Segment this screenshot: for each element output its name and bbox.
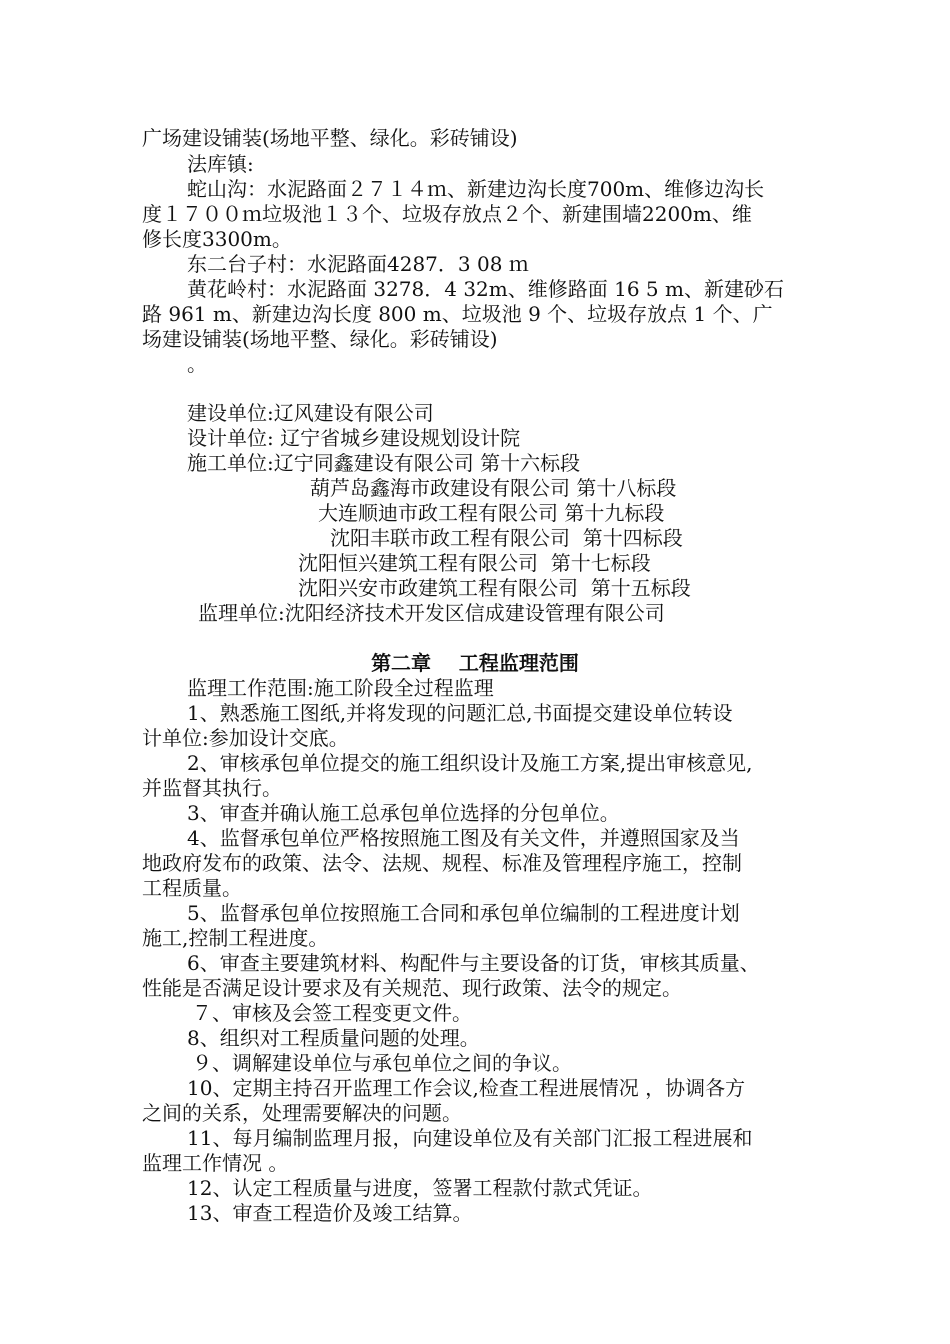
scope-item: 计单位:参加设计交底。 bbox=[142, 726, 349, 750]
scope-item: 8、组织对工程质量问题的处理。 bbox=[187, 1026, 480, 1050]
construction-unit: 建设单位:辽风建设有限公司 bbox=[187, 401, 434, 425]
text-line: 场建设铺装(场地平整、绿化。彩砖铺设) bbox=[142, 327, 498, 351]
scope-item: ９、调解建设单位与承包单位之间的争议。 bbox=[192, 1051, 572, 1075]
scope-item: 10、定期主持召开监理工作会议,检查工程进展情况 ，协调各方 bbox=[187, 1076, 746, 1100]
scope-item: 并监督其执行。 bbox=[142, 776, 282, 800]
scope-item: 11、每月编制监理月报，向建设单位及有关部门汇报工程进展和 bbox=[187, 1126, 753, 1150]
scope-item: ７、审核及会签工程变更文件。 bbox=[192, 1001, 472, 1025]
text-line: 广场建设铺装(场地平整、绿化。彩砖铺设) bbox=[142, 126, 518, 150]
scope-item: 3、审查并确认施工总承包单位选择的分包单位。 bbox=[187, 801, 620, 825]
scope-item: 5、监督承包单位按照施工合同和承包单位编制的工程进度计划 bbox=[187, 901, 740, 925]
scope-item: 1、熟悉施工图纸,并将发现的问题汇总,书面提交建设单位转设 bbox=[187, 701, 733, 725]
text-line: 。 bbox=[187, 352, 207, 376]
scope-item: 之间的关系，处理需要解决的问题。 bbox=[142, 1101, 462, 1125]
text-line: 蛇山沟：水泥路面２７１４ｍ、新建边沟长度700m、维修边沟长 bbox=[187, 177, 765, 201]
scope-item: 施工,控制工程进度。 bbox=[142, 926, 329, 950]
scope-item: 工程质量。 bbox=[142, 876, 242, 900]
scope-item: 地政府发布的政策、法令、法规、规程、标准及管理程序施工，控制 bbox=[142, 851, 742, 875]
supervision-scope: 监理工作范围:施工阶段全过程监理 bbox=[187, 676, 494, 700]
contractor-line: 大连顺迪市政工程有限公司 第十九标段 bbox=[318, 501, 665, 525]
design-unit: 设计单位: 辽宁省城乡建设规划设计院 bbox=[187, 426, 521, 450]
scope-item: 性能是否满足设计要求及有关规范、现行政策、法令的规定。 bbox=[142, 976, 682, 1000]
contractor-line: 沈阳恒兴建筑工程有限公司 第十七标段 bbox=[298, 551, 651, 575]
contractor-line: 沈阳丰联市政工程有限公司 第十四标段 bbox=[330, 526, 683, 550]
supervision-unit: 监理单位:沈阳经济技术开发区信成建设管理有限公司 bbox=[198, 601, 665, 625]
scope-item: 监理工作情况 。 bbox=[142, 1151, 289, 1175]
scope-item: 6、审查主要建筑材料、构配件与主要设备的订货，审核其质量、 bbox=[187, 951, 760, 975]
text-line: 东二台子村：水泥路面4287．3 08 ｍ bbox=[187, 252, 529, 276]
scope-item: 4、监督承包单位严格按照施工图及有关文件，并遵照国家及当 bbox=[187, 826, 740, 850]
scope-item: 12、认定工程质量与进度，签署工程款付款式凭证。 bbox=[187, 1176, 653, 1200]
builder-unit: 施工单位:辽宁同鑫建设有限公司 第十六标段 bbox=[187, 451, 581, 475]
text-line: 路 961 m、新建边沟长度 800 m、垃圾池 9 个、垃圾存放点 1 个、广 bbox=[142, 302, 773, 326]
text-line: 黄花岭村：水泥路面 3278．4 32m、维修路面 16 5 m、新建砂石 bbox=[187, 277, 784, 301]
scope-item: 13、审查工程造价及竣工结算。 bbox=[187, 1201, 473, 1225]
contractor-line: 葫芦岛鑫海市政建设有限公司 第十八标段 bbox=[310, 476, 677, 500]
text-line: 度１７００ｍ垃圾池１３个、垃圾存放点２个、新建围墙2200m、维 bbox=[142, 202, 752, 226]
text-line: 修长度3300m。 bbox=[142, 227, 292, 251]
text-line: 法库镇: bbox=[187, 152, 254, 176]
chapter-heading: 第二章 工程监理范围 bbox=[371, 651, 579, 675]
scope-item: 2、审核承包单位提交的施工组织设计及施工方案,提出审核意见, bbox=[187, 751, 753, 775]
contractor-line: 沈阳兴安市政建筑工程有限公司 第十五标段 bbox=[298, 576, 691, 600]
